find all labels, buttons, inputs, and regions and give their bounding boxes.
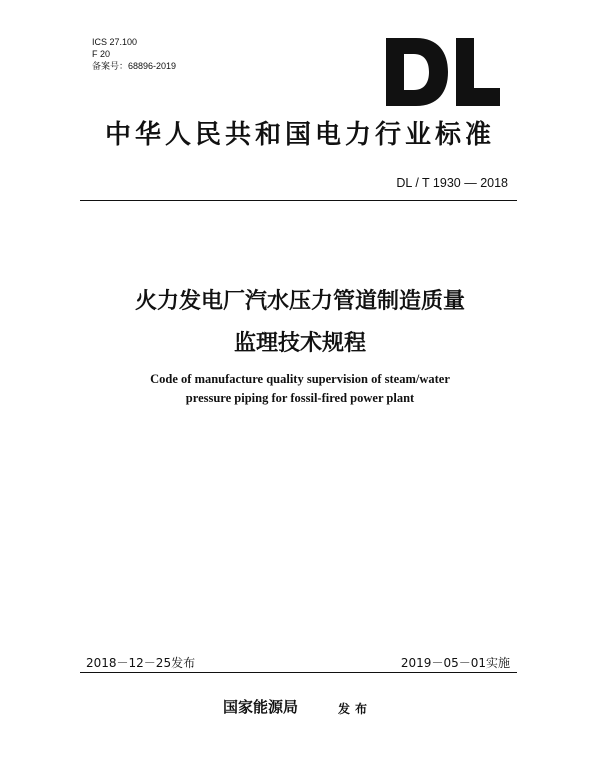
classification-block (92, 36, 176, 72)
implement-date: 2019－05－01实施 (400, 656, 510, 670)
header-divider (80, 200, 517, 201)
issue-label: 发布 (338, 702, 373, 716)
publish-date: 2018－12－25发布 (86, 656, 196, 670)
dl-logo (384, 36, 502, 108)
standard-code: DL / T 1930 — 2018 (396, 176, 508, 190)
title-english-line-2: pressure piping for fossil-fired power plant (185, 391, 415, 405)
title-english-line-1: Code of manufacture quality supervision of steam/water (150, 372, 450, 386)
record-number: 备案号：68896-2019 (92, 61, 177, 71)
issuing-authority: 国家能源局 (223, 698, 299, 716)
footer-divider (80, 672, 517, 673)
title-chinese-line-1: 火力发电厂汽水压力管道制造质量 (134, 289, 465, 314)
category-code: F 20 (92, 49, 111, 59)
ics-code: ICS 27.100 (92, 37, 138, 47)
standard-series-title: 中华人民共和国电力行业标准 (104, 120, 495, 150)
title-chinese-line-2: 监理技术规程 (233, 331, 366, 356)
